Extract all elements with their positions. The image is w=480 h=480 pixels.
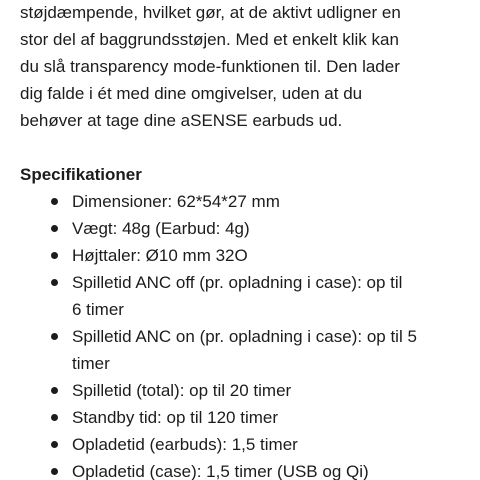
spec-item-dimensions bbox=[20, 188, 470, 215]
bullet-icon bbox=[51, 441, 58, 448]
bullet-icon bbox=[51, 387, 58, 394]
spec-item-playtime-anc-on bbox=[20, 323, 470, 377]
spec-item-charge-earbuds bbox=[20, 431, 470, 458]
spec-text: Spilletid ANC off (pr. opladning i case): op til bbox=[72, 273, 403, 292]
description-line: behøver at tage dine aSENSE earbuds ud. bbox=[20, 111, 343, 130]
bullet-icon bbox=[51, 333, 58, 340]
description-paragraph bbox=[20, 0, 470, 134]
bullet-icon bbox=[51, 225, 58, 232]
bullet-icon bbox=[51, 468, 58, 475]
description-line: støjdæmpende, hvilket gør, at de aktivt udligner en bbox=[20, 3, 401, 22]
spec-text-continued: timer bbox=[72, 354, 110, 373]
specifications-heading: Specifikationer bbox=[20, 165, 142, 184]
bullet-icon bbox=[51, 198, 58, 205]
spec-text: Standby tid: op til 120 timer bbox=[72, 408, 279, 427]
spec-item-standby bbox=[20, 404, 470, 431]
spec-text: Vægt: 48g (Earbud: 4g) bbox=[72, 219, 250, 238]
spec-text: Opladetid (case): 1,5 timer (USB og Qi) bbox=[72, 462, 369, 480]
spec-text: Spilletid (total): op til 20 timer bbox=[72, 381, 292, 400]
spec-item-weight bbox=[20, 215, 470, 242]
spec-item-playtime-anc-off bbox=[20, 269, 470, 323]
spec-text: Opladetid (earbuds): 1,5 timer bbox=[72, 435, 298, 454]
description-line: dig falde i ét med dine omgivelser, uden at du bbox=[20, 84, 363, 103]
specifications-list bbox=[20, 188, 470, 480]
description-line: stor del af baggrundsstøjen. Med et enkelt klik kan bbox=[20, 30, 399, 49]
spec-text-continued: 6 timer bbox=[72, 300, 124, 319]
spec-text: Højttaler: Ø10 mm 32O bbox=[72, 246, 248, 265]
spec-text: Dimensioner: 62*54*27 mm bbox=[72, 192, 280, 211]
spec-item-speaker bbox=[20, 242, 470, 269]
spec-item-playtime-total bbox=[20, 377, 470, 404]
bullet-icon bbox=[51, 279, 58, 286]
spec-item-charge-case bbox=[20, 458, 470, 480]
spec-text: Spilletid ANC on (pr. opladning i case): op til 5 bbox=[72, 327, 417, 346]
bullet-icon bbox=[51, 252, 58, 259]
product-description bbox=[20, 0, 470, 480]
bullet-icon bbox=[51, 414, 58, 421]
description-line: du slå transparency mode-funktionen til. Den lader bbox=[20, 57, 400, 76]
